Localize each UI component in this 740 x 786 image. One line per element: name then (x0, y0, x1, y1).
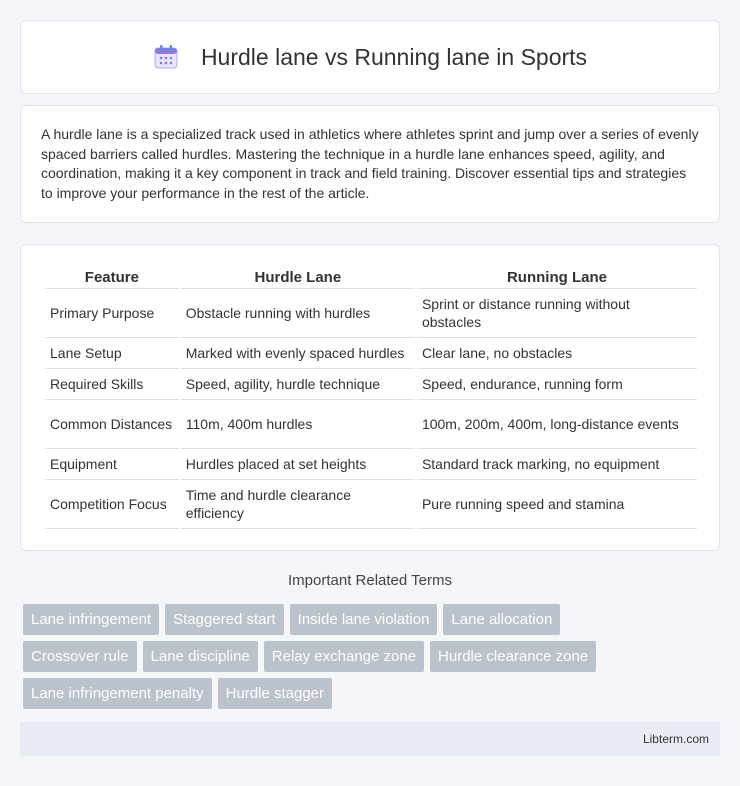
table-cell: Required Skills (45, 369, 179, 400)
tag-lane-infringement-penalty[interactable]: Lane infringement penalty (23, 678, 212, 709)
table-cell: Lane Setup (45, 338, 179, 369)
table-cell: Standard track marking, no equipment (417, 449, 697, 480)
table-cell: Equipment (45, 449, 179, 480)
table-cell: Marked with evenly spaced hurdles (181, 338, 415, 369)
intro-text: A hurdle lane is a specialized track used in athletics where athletes sprint and jump over a series of evenly spaced barriers called hurdles. Mastering the technique in a hurdle lane enhances speed, agility, and coordination, making it a key component in track and field training. Discover essential tips and strategies to improve your performance in the rest of the article. (41, 126, 699, 201)
tag-hurdle-stagger[interactable]: Hurdle stagger (218, 678, 332, 709)
table-cell: Competition Focus (45, 480, 179, 529)
table-row (45, 449, 697, 480)
tag-relay-exchange-zone[interactable]: Relay exchange zone (264, 641, 424, 672)
table-cell: Hurdles placed at set heights (181, 449, 415, 480)
related-terms-title: Important Related Terms (288, 572, 452, 589)
table-cell: Clear lane, no obstacles (417, 338, 697, 369)
tag-row (23, 641, 723, 672)
header-running-lane: Running Lane (417, 265, 697, 289)
header-hurdle-lane: Hurdle Lane (181, 265, 415, 289)
table-row (45, 338, 697, 369)
page-title: Hurdle lane vs Running lane in Sports (200, 43, 588, 70)
tag-crossover-rule[interactable]: Crossover rule (23, 641, 137, 672)
table-row (45, 369, 697, 400)
header-feature: Feature (45, 265, 179, 289)
table-row (45, 480, 697, 529)
tag-lane-allocation[interactable]: Lane allocation (443, 604, 560, 635)
table-cell: Speed, endurance, running form (417, 369, 697, 400)
intro-card (20, 105, 720, 223)
calendar-icon (153, 44, 179, 70)
comparison-table-card (20, 244, 720, 551)
table-cell: Sprint or distance running without obstacles (417, 289, 697, 338)
table-cell: 100m, 200m, 400m, long-distance events (417, 400, 697, 449)
footer-site-link[interactable]: Libterm.com (642, 732, 709, 746)
table-cell: Time and hurdle clearance efficiency (181, 480, 415, 529)
table-cell: Pure running speed and stamina (417, 480, 697, 529)
comparison-table (43, 265, 699, 529)
tag-inside-lane-violation[interactable]: Inside lane violation (290, 604, 438, 635)
table-cell: Common Distances (45, 400, 179, 449)
table-cell: Primary Purpose (45, 289, 179, 338)
tag-lane-discipline[interactable]: Lane discipline (143, 641, 258, 672)
tag-hurdle-clearance-zone[interactable]: Hurdle clearance zone (430, 641, 596, 672)
tag-staggered-start[interactable]: Staggered start (165, 604, 284, 635)
footer (20, 722, 720, 756)
related-terms-list (23, 604, 723, 715)
table-cell: Obstacle running with hurdles (181, 289, 415, 338)
table-row (45, 400, 697, 449)
tag-row (23, 604, 723, 635)
tag-lane-infringement[interactable]: Lane infringement (23, 604, 159, 635)
title-card (20, 20, 720, 94)
table-row (45, 289, 697, 338)
table-cell: Speed, agility, hurdle technique (181, 369, 415, 400)
table-header-row (45, 265, 697, 289)
table-cell: 110m, 400m hurdles (181, 400, 415, 449)
tag-row (23, 678, 723, 709)
